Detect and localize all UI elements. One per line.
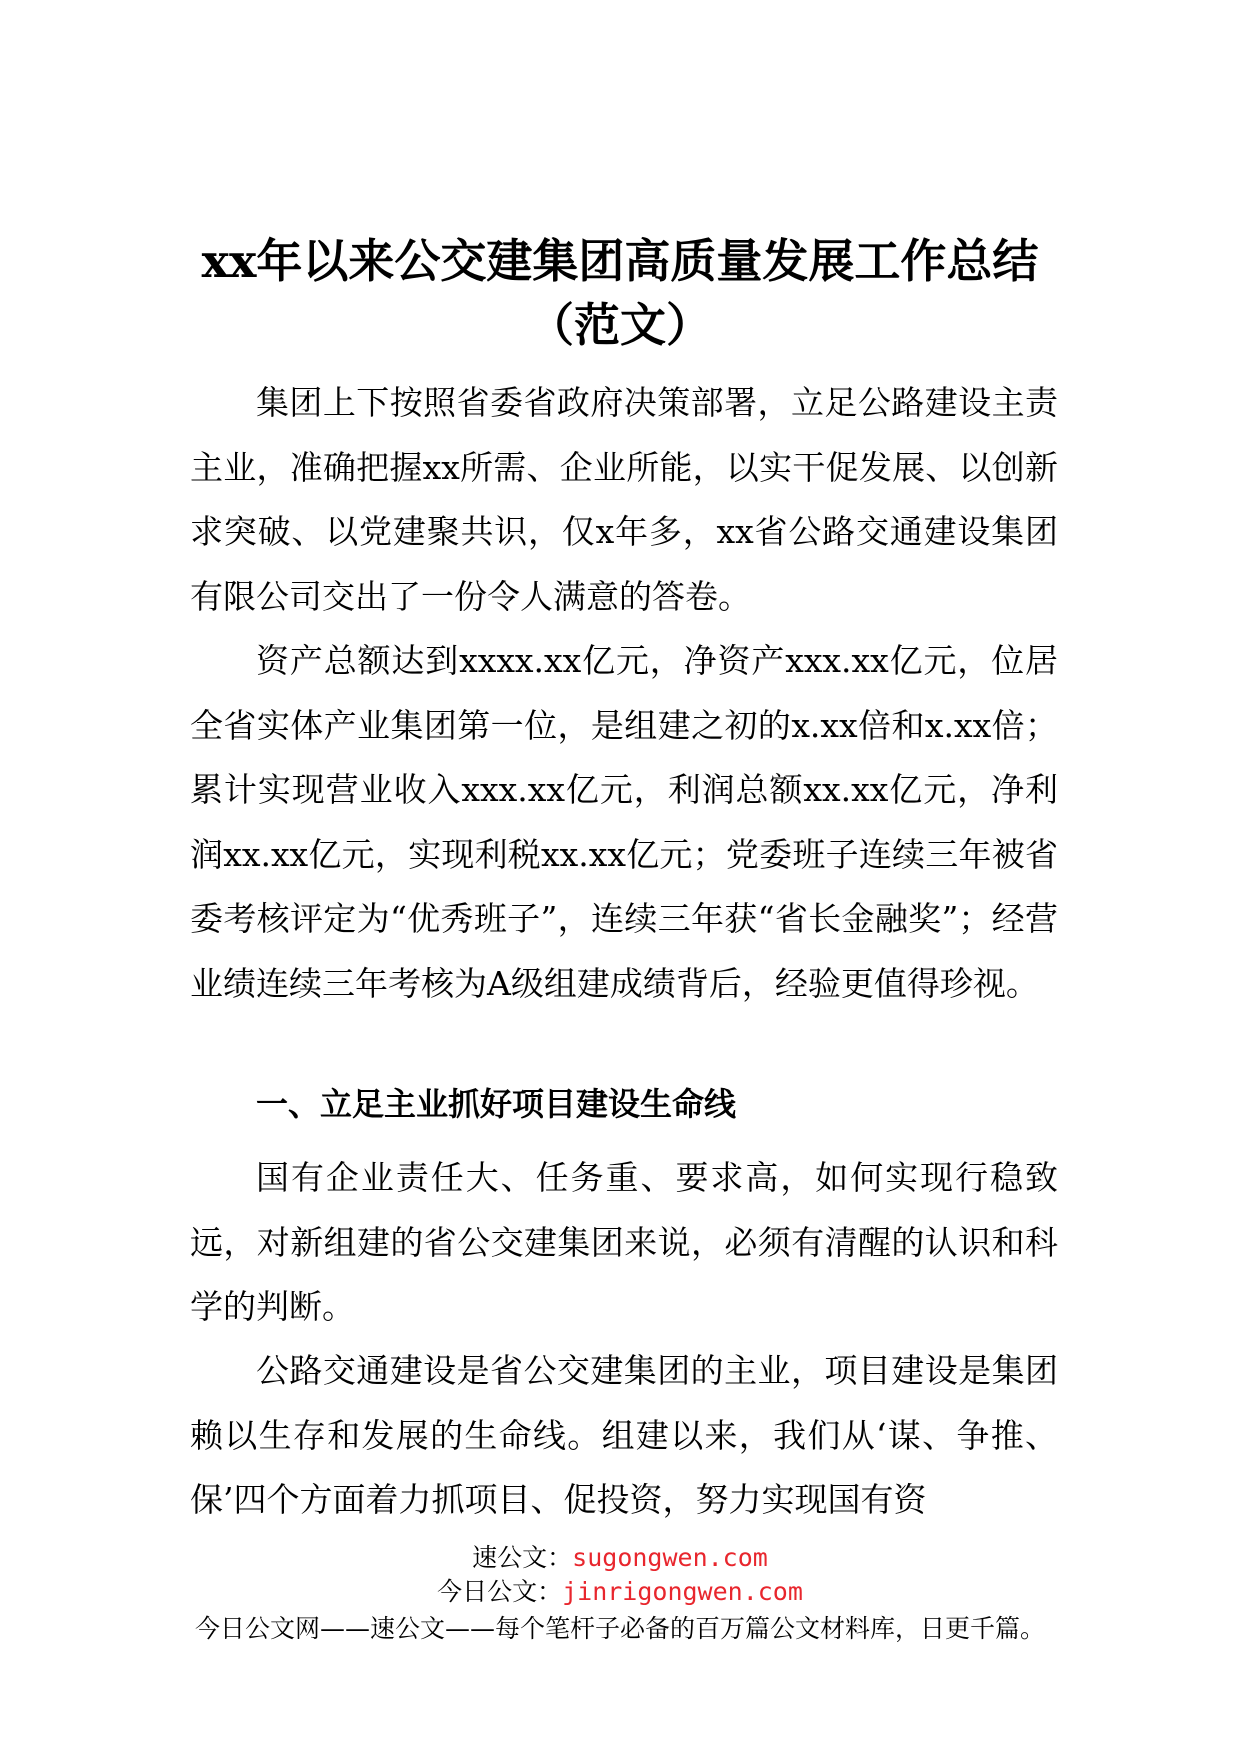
document-title-suffix: （范文） <box>528 298 712 352</box>
footer-link-sugongwen[interactable]: sugongwen.com <box>572 1543 768 1572</box>
paragraph-achievements: 资产总额达到xxxx.xx亿元，净资产xxx.xx亿元，位居全省实体产业集团第一位，是组建之初的x.xx倍和x.xx倍；累计实现营业收入xxx.xx亿元，利润总额xx.xx亿元，净利润xx.xx亿元，实现利税xx.xx亿元；党委班子连续三年被省委考核评定为“优秀班子”，连续三年获“省长金融奖”；经营业绩连续三年考核为A级组建成绩背后，经验更值得珍视。 <box>190 641 1058 1003</box>
document-title: xx年以来公交建集团高质量发展工作总结 <box>201 234 1039 288</box>
footer-line-sugongwen <box>0 1545 1240 1570</box>
section-heading-1: 一、立足主业抓好项目建设生命线 <box>256 1085 737 1123</box>
footer-link-jinrigongwen[interactable]: jinrigongwen.com <box>562 1577 803 1606</box>
footer-label-jinrigongwen: 今日公文： <box>437 1577 563 1606</box>
footer-slogan: 今日公文网——速公文——每个笔杆子必备的百万篇公文材料库，日更千篇。 <box>194 1614 1045 1643</box>
paragraph-section1-a: 国有企业责任大、任务重、要求高，如何实现行稳致远，对新组建的省公交建集团来说，必须有清醒的认识和科学的判断。 <box>190 1158 1058 1326</box>
paragraph-intro: 集团上下按照省委省政府决策部署，立足公路建设主责主业，准确把握xx所需、企业所能，以实干促发展、以创新求突破、以党建聚共识，仅x年多，xx省公路交通建设集团有限公司交出了一份令人满意的答卷。 <box>190 383 1058 616</box>
footer-line-jinrigongwen <box>0 1579 1240 1604</box>
footer-label-sugongwen: 速公文： <box>472 1543 573 1572</box>
paragraph-section1-b: 公路交通建设是省公交建集团的主业，项目建设是集团赖以生存和发展的生命线。组建以来，我们从‘谋、争推、保’四个方面着力抓项目、促投资，努力实现国有资 <box>190 1351 1058 1519</box>
